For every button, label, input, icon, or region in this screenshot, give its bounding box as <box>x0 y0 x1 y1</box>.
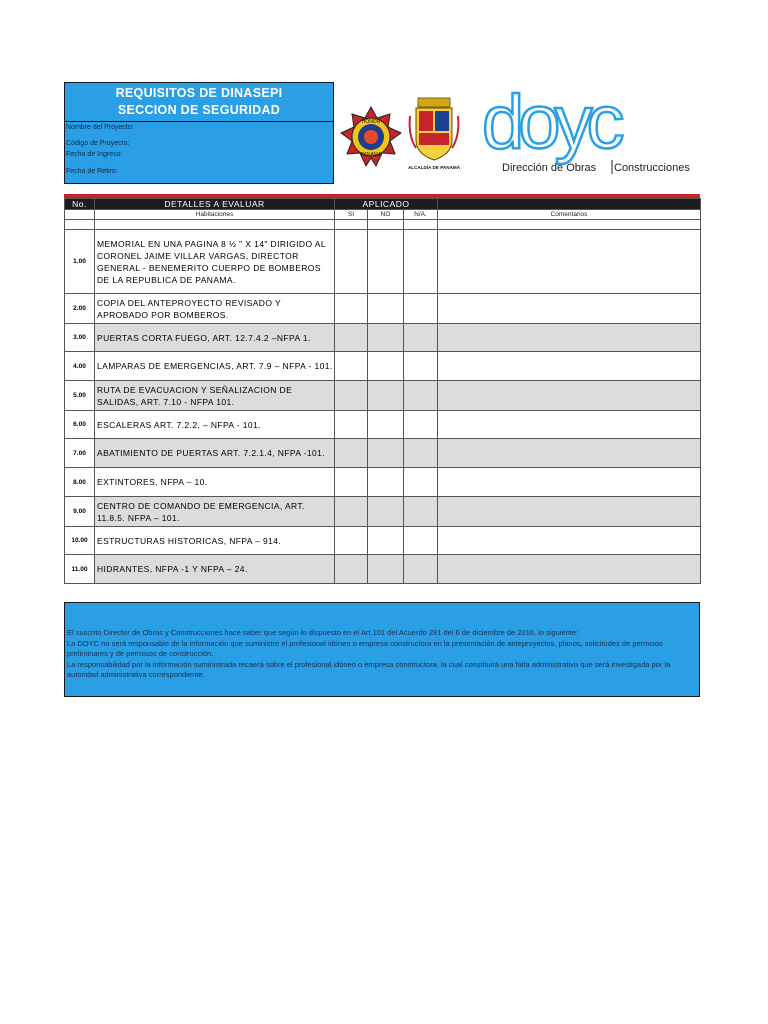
row-number: 11.00 <box>65 555 95 584</box>
no-cell[interactable] <box>368 497 404 527</box>
no-cell[interactable] <box>368 439 404 468</box>
table-row <box>65 411 701 439</box>
na-cell[interactable] <box>404 381 438 411</box>
na-cell[interactable] <box>404 352 438 381</box>
doyc-logo <box>482 90 700 178</box>
table-row <box>65 527 701 555</box>
row-number: 9.00 <box>65 497 95 527</box>
row-number: 5.00 <box>65 381 95 411</box>
project-code-field[interactable]: Código de Proyecto: <box>66 140 130 147</box>
row-number: 6.00 <box>65 411 95 439</box>
no-cell[interactable] <box>368 527 404 555</box>
si-cell[interactable] <box>335 439 368 468</box>
table-row <box>65 381 701 411</box>
col-applied-header: APLICADO <box>335 199 438 210</box>
no-cell[interactable] <box>368 352 404 381</box>
form-title: REQUISITOS DE DINASEPI <box>115 86 283 100</box>
row-number: 10.00 <box>65 527 95 555</box>
row-description: MEMORIAL EN UNA PAGINA 8 ½ " X 14" DIRIGIDO AL CORONEL JAIME VILLAR VARGAS, DIRECTOR GENERAL - BENEMERITO CUERPO DE BOMBEROS DE LA REPUBLICA DE PANAMA. <box>95 230 335 294</box>
row-number: 2.00 <box>65 294 95 324</box>
comments-cell[interactable] <box>438 352 701 381</box>
comments-cell[interactable] <box>438 411 701 439</box>
row-description: ESTRUCTURAS HISTORICAS, NFPA – 914. <box>95 527 335 555</box>
logos <box>340 90 700 178</box>
col-comments-header-blank <box>438 199 701 210</box>
row-description: LAMPARAS DE EMERGENCIAS, ART. 7.9 – NFPA - 101. <box>95 352 335 381</box>
doyc-caption-2: Construcciones <box>614 162 690 174</box>
na-cell[interactable] <box>404 439 438 468</box>
row-number: 3.00 <box>65 324 95 352</box>
si-cell[interactable] <box>335 230 368 294</box>
col-no-header: No. <box>65 199 95 210</box>
comments-cell[interactable] <box>438 497 701 527</box>
si-cell[interactable] <box>335 324 368 352</box>
table-row <box>65 439 701 468</box>
row-number: 7.00 <box>65 439 95 468</box>
row-description: COPIA DEL ANTEPROYECTO REVISADO Y APROBADO POR BOMBEROS. <box>95 294 335 324</box>
table-row <box>65 230 701 294</box>
doyc-letters: doyc <box>482 90 619 165</box>
comments-cell[interactable] <box>438 324 701 352</box>
row-number: 8.00 <box>65 468 95 497</box>
bomberos-bottom-text: PANAMA <box>360 152 382 158</box>
alcaldia-caption: ALCALDÍA DE PANAMÁ <box>407 165 461 170</box>
row-description: RUTA DE EVACUACION Y SEÑALIZACION DE SALIDAS, ART. 7.10 - NFPA 101. <box>95 381 335 411</box>
row-description: ABATIMIENTO DE PUERTAS ART. 7.2.1.4, NFPA -101. <box>95 439 335 468</box>
no-cell[interactable] <box>368 468 404 497</box>
requirements-table <box>64 198 701 584</box>
row-description: EXTINTORES, NFPA – 10. <box>95 468 335 497</box>
si-cell[interactable] <box>335 555 368 584</box>
row-description: HIDRANTES, NFPA -1 Y NFPA – 24. <box>95 555 335 584</box>
subheader-no: NO <box>368 210 404 220</box>
si-cell[interactable] <box>335 352 368 381</box>
table-subheader-row <box>65 210 701 220</box>
table-row <box>65 497 701 527</box>
subheader-comments: Comentarios <box>438 210 701 220</box>
na-cell[interactable] <box>404 555 438 584</box>
na-cell[interactable] <box>404 527 438 555</box>
withdrawal-date-field[interactable]: Fecha de Retiro: <box>66 168 118 175</box>
comments-cell[interactable] <box>438 230 701 294</box>
bomberos-top-text: HONOR <box>361 119 381 125</box>
form-header <box>64 82 334 184</box>
no-cell[interactable] <box>368 381 404 411</box>
row-description: PUERTAS CORTA FUEGO, ART. 12.7.4.2 –NFPA 1. <box>95 324 335 352</box>
table-row <box>65 294 701 324</box>
notice-box <box>64 602 700 697</box>
comments-cell[interactable] <box>438 527 701 555</box>
comments-cell[interactable] <box>438 439 701 468</box>
table-row <box>65 324 701 352</box>
si-cell[interactable] <box>335 411 368 439</box>
si-cell[interactable] <box>335 468 368 497</box>
project-fields <box>65 122 333 177</box>
project-name-field[interactable]: Nombre del Proyecto: <box>66 124 134 131</box>
col-details-header: DETALLES A EVALUAR <box>95 199 335 210</box>
table-header-row <box>65 199 701 210</box>
no-cell[interactable] <box>368 230 404 294</box>
subheader-na: N/A. <box>404 210 438 220</box>
table-row <box>65 352 701 381</box>
form-subtitle: SECCION DE SEGURIDAD <box>117 103 281 117</box>
bomberos-logo <box>340 106 402 168</box>
row-description: ESCALERAS ART. 7.2.2, – NFPA - 101. <box>95 411 335 439</box>
na-cell[interactable] <box>404 324 438 352</box>
na-cell[interactable] <box>404 468 438 497</box>
no-cell[interactable] <box>368 411 404 439</box>
title-band <box>65 83 333 122</box>
comments-cell[interactable] <box>438 555 701 584</box>
si-cell[interactable] <box>335 527 368 555</box>
comments-cell[interactable] <box>438 294 701 324</box>
subheader-si: SI <box>335 210 368 220</box>
table-row <box>65 555 701 584</box>
no-cell[interactable] <box>368 555 404 584</box>
table-row <box>65 468 701 497</box>
notice-line-1: El suscrito Director de Obras y Construcciones hace saber que según lo dispuesto en el Art.101 del Acuerdo 281 del 6 de diciembre de 2016, lo siguiente: <box>67 628 579 637</box>
comments-cell[interactable] <box>438 381 701 411</box>
row-description: CENTRO DE COMANDO DE EMERGENCIA, ART. 11.8.5. NFPA – 101. <box>95 497 335 527</box>
subheader-blank <box>65 210 95 220</box>
doyc-caption-1: Dirección de Obras <box>502 162 597 174</box>
subheader-rooms: Habitaciones <box>95 210 335 220</box>
na-cell[interactable] <box>404 411 438 439</box>
na-cell[interactable] <box>404 230 438 294</box>
row-number: 1.00 <box>65 230 95 294</box>
alcaldia-logo <box>406 96 462 172</box>
na-cell[interactable] <box>404 497 438 527</box>
entry-date-field[interactable]: Fecha de Ingreso: <box>66 151 123 158</box>
row-number: 4.00 <box>65 352 95 381</box>
na-cell[interactable] <box>404 294 438 324</box>
table-spacer-row <box>65 220 701 230</box>
notice-line-3: La responsabilidad por la información suministrada recaerá sobre el profesional idóneo o empresa constructora, la cual constituirá una falta administrativa que será investigada por la autoridad administrativa correspondiente. <box>67 659 671 679</box>
no-cell[interactable] <box>368 324 404 352</box>
no-cell[interactable] <box>368 294 404 324</box>
si-cell[interactable] <box>335 497 368 527</box>
comments-cell[interactable] <box>438 468 701 497</box>
si-cell[interactable] <box>335 381 368 411</box>
si-cell[interactable] <box>335 294 368 324</box>
notice-line-2: La DOYC no será responsable de la información que suministre el profesional idóneo o empresa constructora en la presentación de anteproyectos, planos, solicitudes de permisos preliminares y de permisos de construcción. <box>67 638 663 658</box>
